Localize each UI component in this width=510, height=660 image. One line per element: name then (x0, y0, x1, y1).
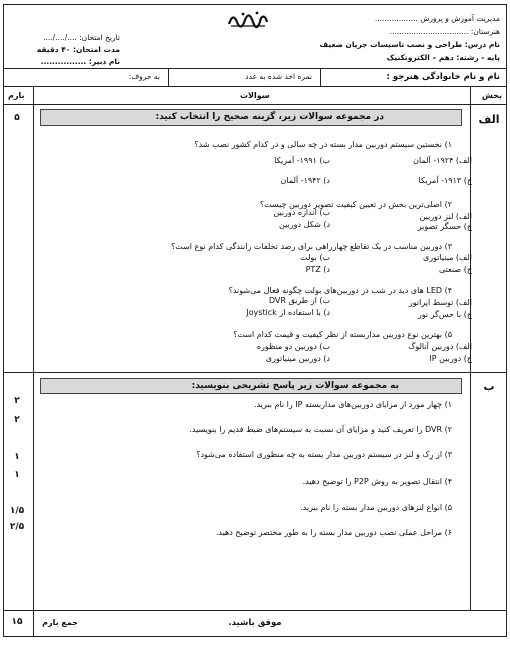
divider (3, 68, 507, 69)
grade-number-label: نمره اخذ شده به عدد (245, 72, 312, 81)
option: ج) ۱۹۱۳- آمریکا (418, 176, 472, 185)
option: ب) بولت (300, 253, 330, 262)
header-right-line: نام درس: طراحی و نصب تاسیسات جریان ضعیف (319, 40, 500, 49)
divider (3, 86, 507, 87)
total-score-label: جمع بارم (42, 618, 78, 627)
option: ج) با حس‌گر نور (417, 310, 472, 319)
option: الف) دوربین آنالوگ (408, 342, 472, 351)
footer-good-luck: موفق باشید. (228, 618, 282, 628)
option: الف) لنز دوربین (419, 212, 472, 221)
student-name-label: نام و نام خانوادگی هنرجو : (386, 72, 500, 82)
section-a-title: در مجموعه سوالات زیر، گزینه صحیح را انتخاب کنید: (155, 112, 384, 122)
question-b4: ۴) انتقال تصویر به روش P2P را توضیح دهید. (302, 477, 452, 486)
divider (3, 372, 507, 373)
exam-date: تاریخ امتحان: ..../..../.... (43, 33, 120, 42)
question-b3: ۳) از رِک و لنز در سیستم دوربین مدار بسته به چه منظوری استفاده می‌شود؟ (196, 450, 452, 459)
option: ب) دوربین دو منظوره (256, 342, 330, 351)
option: د) PTZ (305, 265, 330, 274)
header-right-line: پایه - رشته: دهم – الکتروتکنیک (386, 53, 500, 62)
option: ج) صنعتی (439, 265, 472, 274)
divider (3, 610, 507, 611)
option: ب) اندازه دوربین (273, 208, 330, 217)
total-score-value: ۱۵ (11, 617, 23, 627)
section-b-title: به مجموعه سوالات زیر پاسخ تشریحی بنویسید: (191, 381, 399, 391)
option: الف) ۱۹۲۴- آلمان (413, 156, 472, 165)
question-a3: ۳) دوربین مناسب در یک تقاطع چهارراهی برای رصد تخلفات رانندگی کدام نوع است؟ (170, 242, 452, 251)
question-a2: ۲) اصلی‌ترین بخش در تعیین کیفیت تصویر دوربین چیست؟ (259, 200, 452, 209)
divider (168, 68, 169, 86)
divider (320, 68, 321, 86)
question-b6: ۶) مراحل عملی نصب دوربین مدار بسته را به طور مختصر توضیح دهید. (215, 528, 452, 537)
header-right-line: مدیریت آموزش و پرورش .................. (374, 14, 500, 23)
question-b6-score: ۲/۵ (9, 522, 25, 532)
exam-duration: مدت امتحان: ۴۰ دقیقه (36, 45, 120, 54)
option: د) دوربین مینیاتوری (265, 354, 330, 363)
section-a-label: الف (478, 113, 500, 126)
question-a5: ۵) بهترین نوع دوربین مداربسته از نظر کیفیت و قیمت کدام است؟ (233, 330, 452, 339)
option: ج) حسگر تصویر (417, 222, 472, 231)
divider (3, 104, 507, 105)
option: ج) دوربین IP (429, 354, 472, 363)
option: د) با استفاده از Joystick (246, 308, 330, 317)
header-left-block (10, 32, 120, 68)
option: د) شکل دوربین (279, 220, 330, 229)
header-right-line: هنرستان: ................................. (389, 27, 500, 36)
option: الف) مینیاتوری (422, 253, 472, 262)
score-column-header: بارم (8, 91, 25, 100)
grade-letters-label: به حروف: (128, 72, 160, 81)
question-b2: ۲) DVR را تعریف کنید و مزایای آن نسبت به سیستم‌های ضبط قدیم را بنویسید. (189, 425, 452, 434)
score-column-divider (33, 86, 34, 637)
section-column-header: بخش (481, 91, 502, 100)
teacher-name: نام دبیر: ................ (40, 57, 120, 66)
question-b2-score: ۲ (14, 415, 20, 425)
header-right-block (310, 12, 500, 64)
section-b-label: ب (483, 380, 495, 393)
question-b3-score: ۱ (14, 452, 20, 462)
header-logo (225, 8, 271, 30)
question-b5-score: ۱/۵ (9, 506, 25, 516)
option: ب) ۱۹۹۱- آمریکا (274, 156, 330, 165)
option: الف) توسط اپراتور (408, 298, 472, 307)
question-b4-score: ۱ (14, 470, 20, 480)
section-a-score: ۵ (14, 113, 20, 123)
option: ب) از طریق DVR (268, 296, 330, 305)
questions-column-header: سوالات (240, 91, 270, 100)
option: د) ۱۹۴۲- آلمان (280, 176, 330, 185)
question-a1: ۱) نخستین سیستم دوربین مدار بسته در چه سالی و در کدام کشور نصب شد؟ (194, 140, 452, 149)
question-a4: ۴) LED های دید در شب در دوربین‌های بولت چگونه فعال می‌شوند؟ (228, 286, 452, 295)
question-b1-score: ۲ (14, 396, 20, 406)
question-b1: ۱) چهار مورد از مزایای دوربین‌های مداربسته IP را نام ببرید. (253, 400, 452, 409)
calligraphy-logo-icon (225, 8, 271, 30)
question-b5: ۵) انواع لنزهای دوربین مدار بسته را نام ببرید. (300, 503, 452, 512)
